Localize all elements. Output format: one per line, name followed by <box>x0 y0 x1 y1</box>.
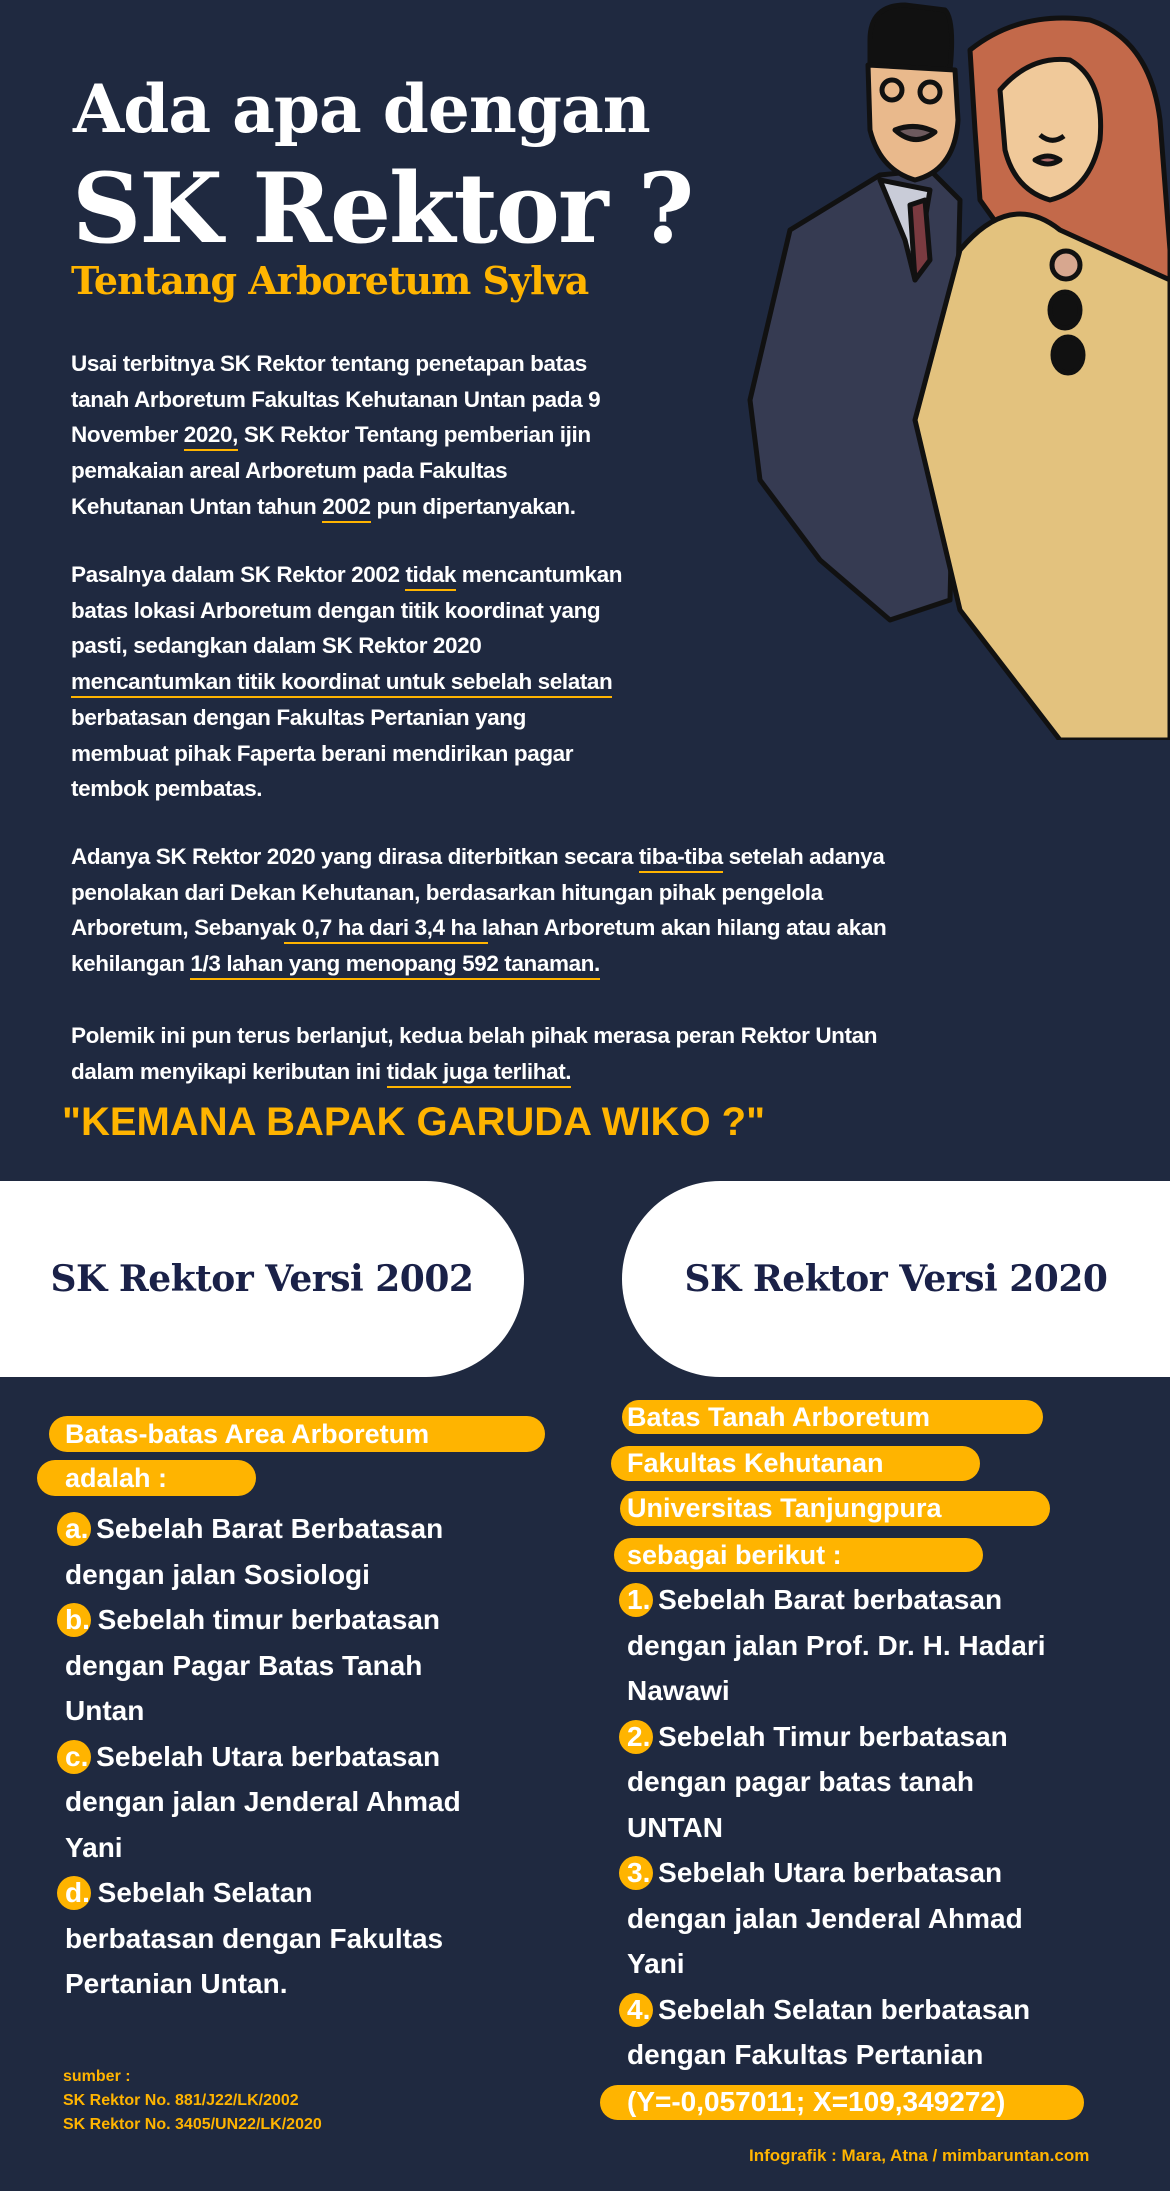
list-item-line: dengan jalan Prof. Dr. H. Hadari <box>627 1629 1046 1661</box>
heading-2020: SK Rektor Versi 2020 <box>684 1258 1108 1300</box>
list-item-line: Untan <box>65 1695 145 1726</box>
paragraph-line <box>71 489 600 525</box>
list-item-line: dengan jalan Jenderal Ahmad <box>65 1786 461 1817</box>
sources-label: sumber : <box>63 2068 131 2085</box>
paragraph-line <box>71 875 886 911</box>
list-item-line: 3. Sebelah Utara berbatasan <box>627 1850 1046 1896</box>
sources <box>63 2065 322 2137</box>
paragraph-line <box>71 664 622 700</box>
list-item-line: Pertanian Untan. <box>65 1968 288 1999</box>
text: ahan Arboretum akan hilang atau akan <box>487 915 887 941</box>
list-item-line: Yani <box>65 1831 123 1863</box>
illustration-rector-couple <box>730 0 1170 740</box>
text: berbatasan dengan Fakultas Pertanian yang <box>71 704 526 730</box>
list-marker: 4. <box>627 1987 650 2033</box>
list-marker: 3. <box>627 1850 650 1896</box>
list-item-line: dengan jalan Sosiologi <box>65 1558 370 1590</box>
underlined-text: 2002 <box>322 494 370 523</box>
text: Pasalnya dalam SK Rektor 2002 <box>71 562 406 587</box>
coordinates: (Y=-0,057011; X=109,349272) <box>627 2086 1006 2117</box>
paragraph-line <box>71 910 886 946</box>
page-title-line2: SK Rektor ? <box>72 152 693 265</box>
list-item-line: Nawawi <box>627 1675 730 1706</box>
text: pemakaian areal Arboretum pada Fakultas <box>71 458 508 484</box>
text: membuat pihak Faperta berani mendirikan pagar <box>71 740 574 766</box>
list-item-line: UNTAN <box>627 1811 723 1843</box>
underlined-text: tiba-tiba <box>639 844 723 873</box>
text: Arboretum, Sebanya <box>71 915 284 941</box>
text: pasti, sedangkan dalam SK Rektor 2020 <box>71 633 482 659</box>
list-marker: 1. <box>627 1577 650 1623</box>
paragraph-line <box>71 453 600 489</box>
man-figure <box>750 5 960 620</box>
list-item-line: dengan jalan Jenderal Ahmad <box>627 1902 1023 1934</box>
underlined-text: tidak <box>405 562 456 591</box>
paragraph-line <box>71 346 600 382</box>
page-title-line1: Ada apa dengan <box>73 70 650 148</box>
list-marker: a. <box>65 1506 88 1552</box>
underlined-text: 2020, <box>184 422 238 451</box>
text: November <box>71 422 184 448</box>
underlined-text: k 0,7 ha dari 3,4 ha l <box>284 915 488 944</box>
left-intro-line: adalah : <box>65 1463 168 1493</box>
source-item: SK Rektor No. 881/J22/LK/2002 <box>63 2092 299 2109</box>
paragraph-line <box>71 628 622 664</box>
list-item-line: a. Sebelah Barat Berbatasan <box>65 1506 461 1552</box>
text: batas lokasi Arboretum dengan titik koordinat yang <box>71 597 601 623</box>
text: tembok pembatas. <box>71 776 263 802</box>
text: dalam menyikapi keributan ini <box>71 1058 387 1084</box>
right-intro-line: sebagai berikut : <box>627 1540 842 1570</box>
paragraph-line <box>71 417 600 453</box>
text: tanah Arboretum Fakultas Kehutanan Untan pada 9 <box>71 386 601 412</box>
paragraph-line <box>71 593 622 629</box>
heading-2002: SK Rektor Versi 2002 <box>50 1258 474 1300</box>
list-item-line: b. Sebelah timur berbatasan <box>65 1597 461 1643</box>
right-intro-line: Batas Tanah Arboretum <box>627 1402 931 1432</box>
list-item-line: Yani <box>627 1948 685 1979</box>
paragraph-1 <box>71 346 600 525</box>
list-marker: d. <box>65 1870 90 1916</box>
list-item-line: 1. Sebelah Barat berbatasan <box>627 1577 1046 1623</box>
paragraph-line <box>71 736 622 772</box>
list-item-line: dengan Fakultas Pertanian <box>627 2039 984 2070</box>
paragraph-line <box>71 1018 877 1054</box>
credit: Infografik : Mara, Atna / mimbaruntan.com <box>749 2146 1090 2165</box>
list-marker: b. <box>65 1597 90 1643</box>
highlight-quote: "KEMANA BAPAK GARUDA WIKO ?" <box>62 1100 766 1144</box>
list-item-line: c. Sebelah Utara berbatasan <box>65 1734 461 1780</box>
paragraph-2 <box>71 557 622 807</box>
text: Kehutanan Untan tahun <box>71 493 323 519</box>
text: kehilangan <box>71 951 191 977</box>
paragraph-line <box>71 839 886 875</box>
right-boundary-list <box>627 1577 1046 2078</box>
paragraph-3 <box>71 839 886 982</box>
paragraph-line <box>71 946 886 982</box>
right-intro-line: Fakultas Kehutanan <box>627 1448 884 1478</box>
list-item-line: dengan pagar batas tanah <box>627 1766 974 1797</box>
paragraph-4 <box>71 1018 877 1089</box>
page-subtitle: Tentang Arboretum Sylva <box>71 258 589 303</box>
left-boundary-list <box>65 1506 461 2007</box>
text: penolakan dari Dekan Kehutanan, berdasarkan hitungan pihak pengelola <box>71 879 823 905</box>
list-item-line: 2. Sebelah Timur berbatasan <box>627 1714 1046 1760</box>
text: mencantumkan <box>455 562 623 587</box>
left-intro-line: Batas-batas Area Arboretum <box>65 1419 430 1449</box>
list-item-line: d. Sebelah Selatan <box>65 1870 461 1916</box>
list-item-line: dengan Pagar Batas Tanah <box>65 1649 423 1681</box>
underlined-text: mencantumkan titik koordinat untuk sebelah selatan <box>71 669 612 698</box>
heading-panel-2002 <box>0 1181 524 1377</box>
underlined-text: tidak juga terlihat. <box>387 1059 572 1088</box>
paragraph-line <box>71 1054 877 1090</box>
list-marker: c. <box>65 1734 88 1780</box>
list-marker: 2. <box>627 1714 650 1760</box>
heading-panel-2020 <box>622 1181 1170 1377</box>
paragraph-line <box>71 382 600 418</box>
paragraph-line <box>71 771 622 807</box>
text: pun dipertanyakan. <box>370 493 576 519</box>
text: Usai terbitnya SK Rektor tentang penetapan batas <box>71 351 587 376</box>
paragraph-line <box>71 700 622 736</box>
text: setelah adanya <box>722 844 885 869</box>
text: Adanya SK Rektor 2020 yang dirasa diterbitkan secara <box>71 844 639 869</box>
text: SK Rektor Tentang pemberian ijin <box>238 422 591 448</box>
right-intro-line: Universitas Tanjungpura <box>627 1493 942 1523</box>
source-item: SK Rektor No. 3405/UN22/LK/2020 <box>63 2116 322 2133</box>
list-item-line: 4. Sebelah Selatan berbatasan <box>627 1987 1046 2033</box>
text: Polemik ini pun terus berlanjut, kedua belah pihak merasa peran Rektor Untan <box>71 1023 878 1048</box>
list-item-line: berbatasan dengan Fakultas <box>65 1922 444 1954</box>
underlined-text: 1/3 lahan yang menopang 592 tanaman. <box>190 951 600 980</box>
paragraph-line <box>71 557 622 593</box>
